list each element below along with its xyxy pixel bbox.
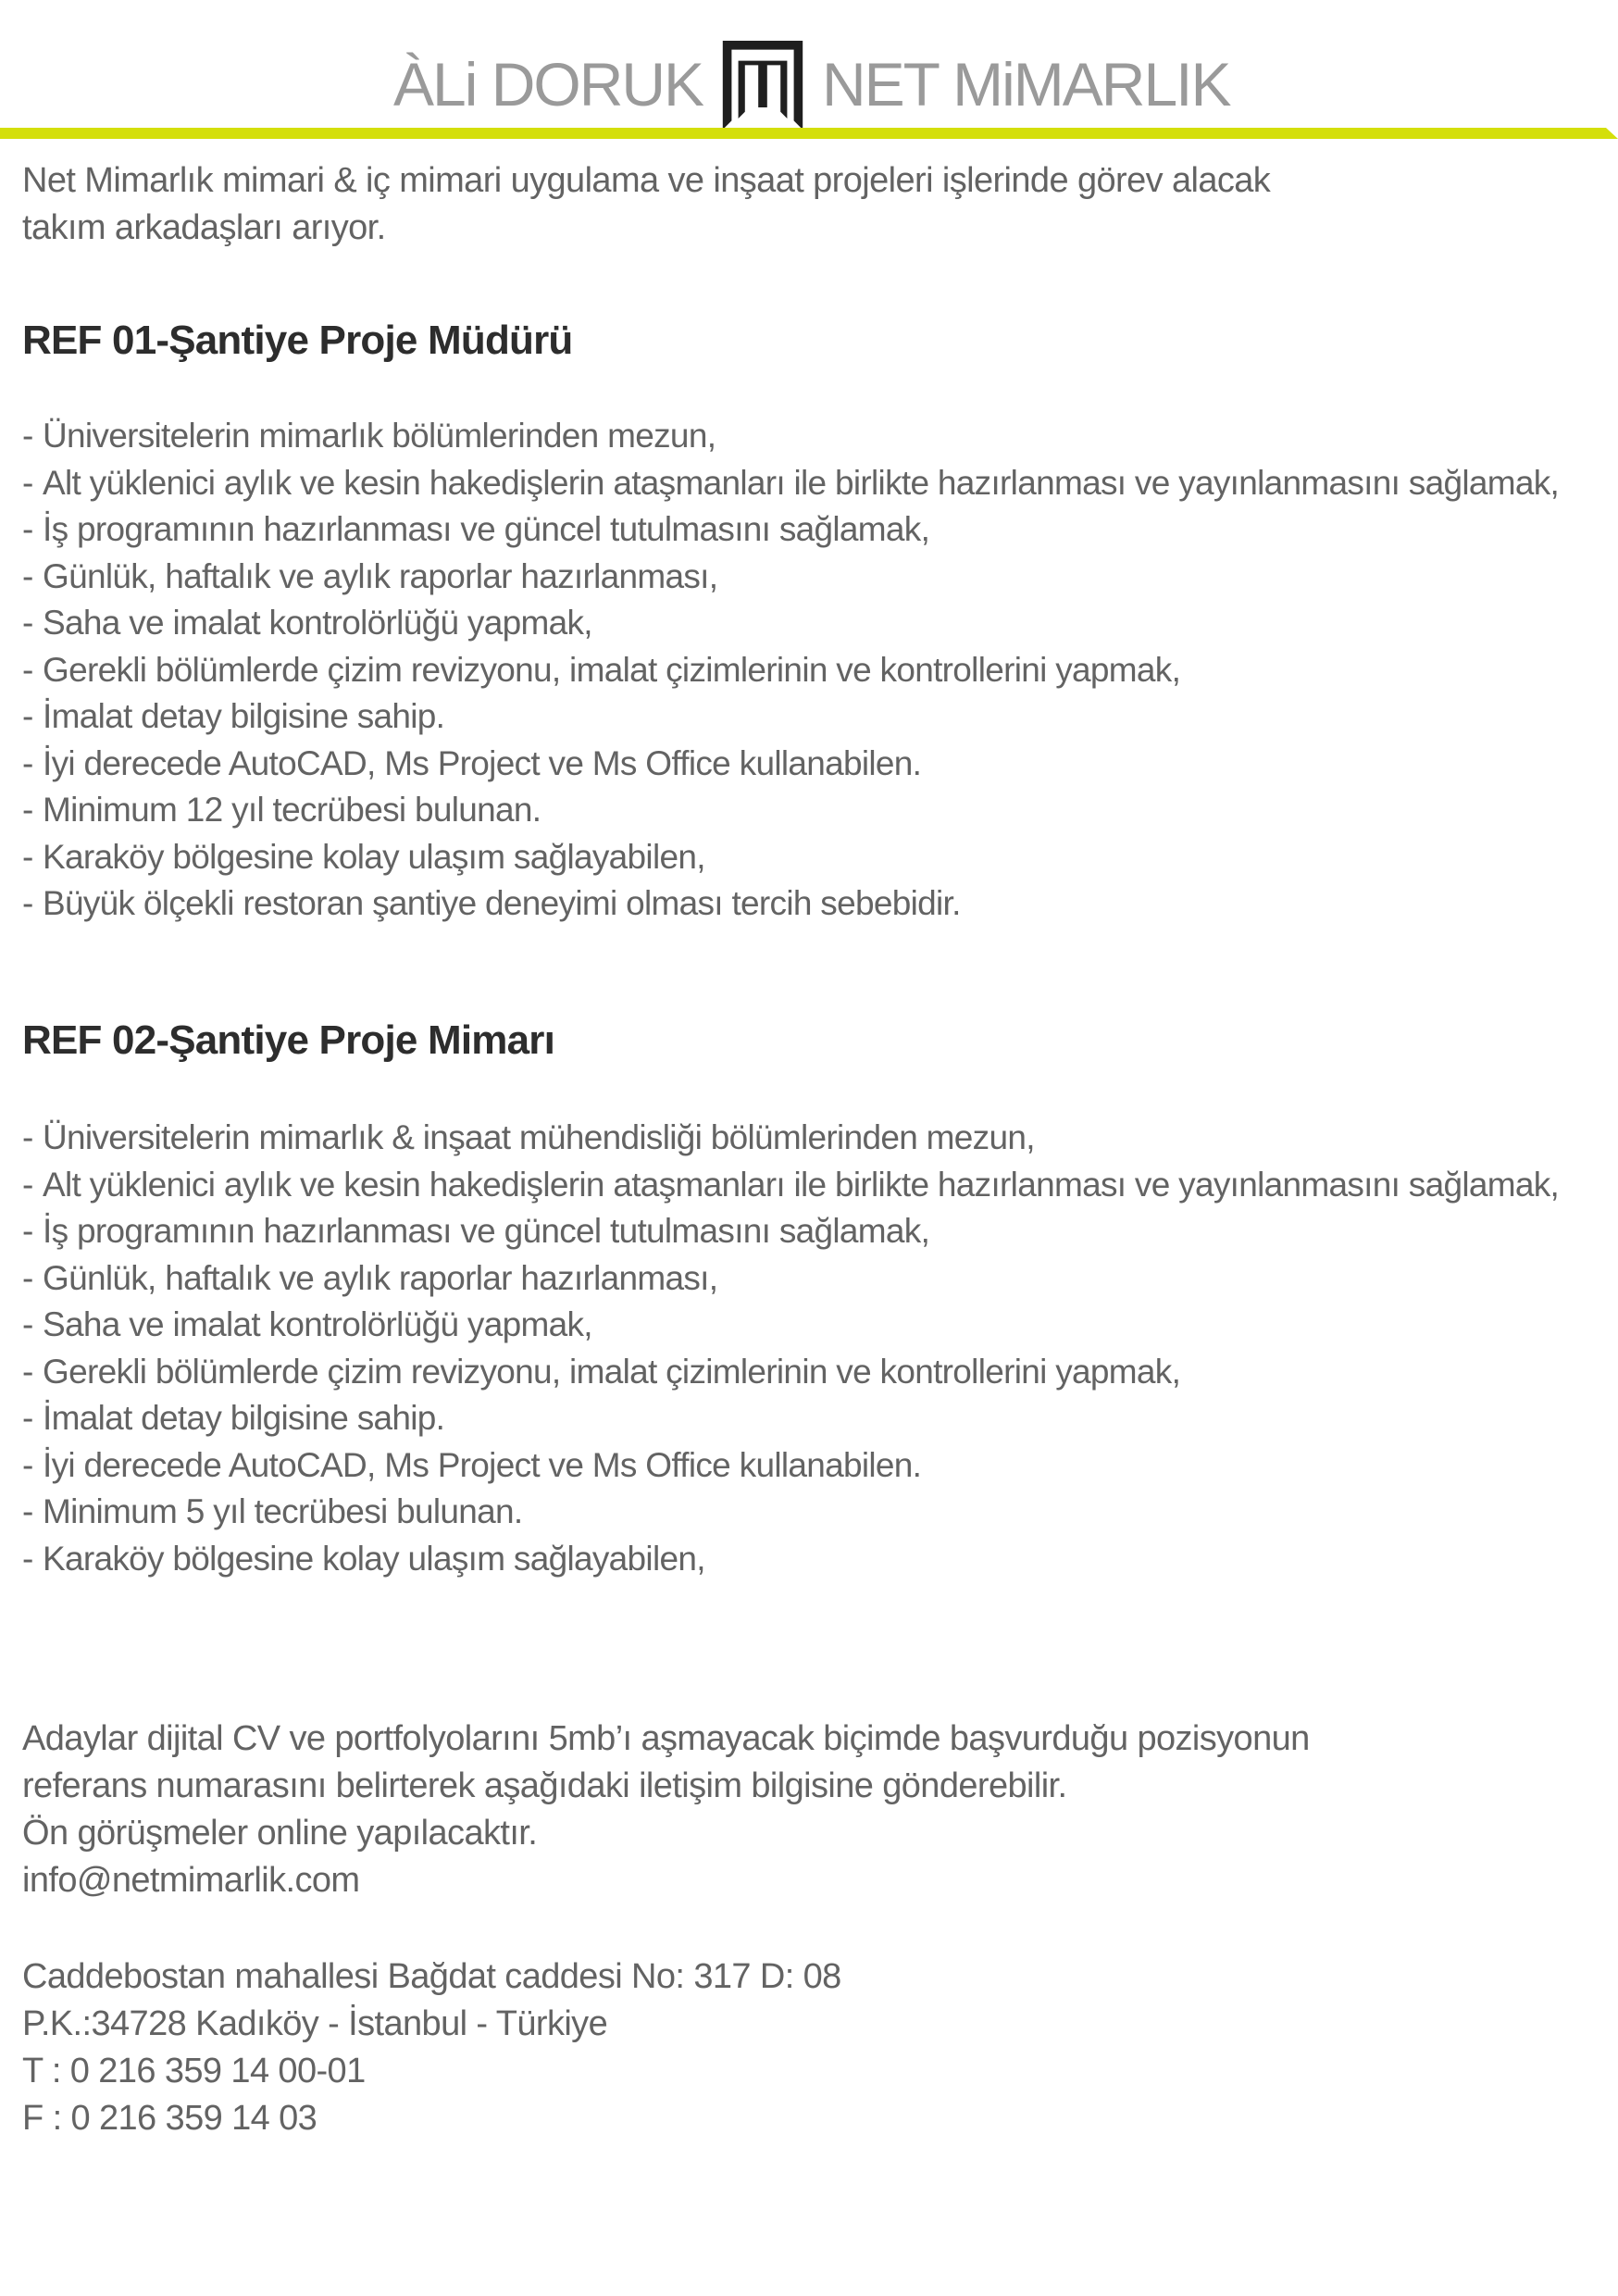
requirement-item: - Gerekli bölümlerde çizim revizyonu, imalat çizimlerinin ve kontrollerini yapmak,: [22, 650, 1181, 689]
requirement-item: - Büyük ölçekli restoran şantiye deneyimi olması tercih sebebidir.: [22, 884, 961, 922]
requirement-item: - Üniversitelerin mimarlık & inşaat mühendisliği bölümlerinden mezun,: [22, 1118, 1035, 1156]
requirement-item: - Alt yüklenici aylık ve kesin hakedişlerin ataşmanları ile birlikte hazırlanması ve yayınlanmasını sağlamak,: [22, 463, 1560, 502]
application-line: Ön görüşmeler online yapılacaktır.: [22, 1814, 538, 1853]
accent-divider: [0, 128, 1618, 139]
requirement-item: - İmalat detay bilgisine sahip.: [22, 1399, 445, 1437]
intro-line: Net Mimarlık mimari & iç mimari uygulama ve inşaat projeleri işlerinde görev alacak: [22, 161, 1271, 200]
contact-block: [22, 1953, 841, 2142]
requirement-item: - Saha ve imalat kontrolörlüğü yapmak,: [22, 1305, 592, 1343]
brand-name-left: ÀLi DORUK: [393, 50, 703, 119]
address-line-1: Caddebostan mahallesi Bağdat caddesi No: 317 D: 08: [22, 1957, 841, 1996]
position-title-ref01: REF 01-Şantiye Proje Müdürü: [22, 318, 573, 363]
requirement-item: - Günlük, haftalık ve aylık raporlar hazırlanması,: [22, 556, 718, 595]
requirement-item: - İş programının hazırlanması ve güncel tutulmasını sağlamak,: [22, 1212, 930, 1250]
requirement-item: - Minimum 12 yıl tecrübesi bulunan.: [22, 791, 541, 829]
requirement-item: - Gerekli bölümlerde çizim revizyonu, imalat çizimlerinin ve kontrollerini yapmak,: [22, 1352, 1181, 1391]
requirement-item: - Minimum 5 yıl tecrübesi bulunan.: [22, 1492, 523, 1530]
requirements-list-ref01: [22, 413, 1596, 928]
requirement-item: - Günlük, haftalık ve aylık raporlar hazırlanması,: [22, 1258, 718, 1297]
contact-email-link[interactable]: info@netmimarlik.com: [22, 1861, 360, 1900]
requirement-item: - Saha ve imalat kontrolörlüğü yapmak,: [22, 604, 592, 642]
application-line: Adaylar dijital CV ve portfolyolarını 5mb’ı aşmayacak biçimde başvurduğu pozisyonun: [22, 1719, 1310, 1758]
fax-number: F : 0 216 359 14 03: [22, 2099, 317, 2138]
address-line-2: P.K.:34728 Kadıköy - İstanbul - Türkiye: [22, 2004, 608, 2043]
requirement-item: - İş programının hazırlanması ve güncel tutulmasını sağlamak,: [22, 510, 930, 548]
intro-line: takım arkadaşları arıyor.: [22, 208, 386, 247]
requirement-item: - Üniversitelerin mimarlık bölümlerinden mezun,: [22, 417, 716, 455]
application-instructions: [22, 1716, 1310, 1904]
requirement-item: - İyi derecede AutoCAD, Ms Project ve Ms Office kullanabilen.: [22, 743, 922, 782]
application-line: referans numarasını belirterek aşağıdaki iletişim bilgisine gönderebilir.: [22, 1766, 1067, 1805]
position-title-ref02: REF 02-Şantiye Proje Mimarı: [22, 1017, 555, 1063]
page-header: [0, 0, 1618, 148]
brand-name-right: NET MiMARLIK: [822, 50, 1230, 119]
intro-paragraph: [22, 157, 1270, 252]
requirement-item: - İmalat detay bilgisine sahip.: [22, 697, 445, 735]
phone-number: T : 0 216 359 14 00-01: [22, 2052, 366, 2090]
net-mimarlik-logo-icon: [718, 41, 807, 130]
requirement-item: - Karaköy bölgesine kolay ulaşım sağlayabilen,: [22, 1539, 705, 1578]
requirements-list-ref02: [22, 1115, 1596, 1582]
requirement-item: - Karaköy bölgesine kolay ulaşım sağlayabilen,: [22, 837, 705, 876]
requirement-item: - Alt yüklenici aylık ve kesin hakedişlerin ataşmanları ile birlikte hazırlanması ve yayınlanmasını sağlamak,: [22, 1165, 1560, 1204]
requirement-item: - İyi derecede AutoCAD, Ms Project ve Ms Office kullanabilen.: [22, 1445, 922, 1484]
